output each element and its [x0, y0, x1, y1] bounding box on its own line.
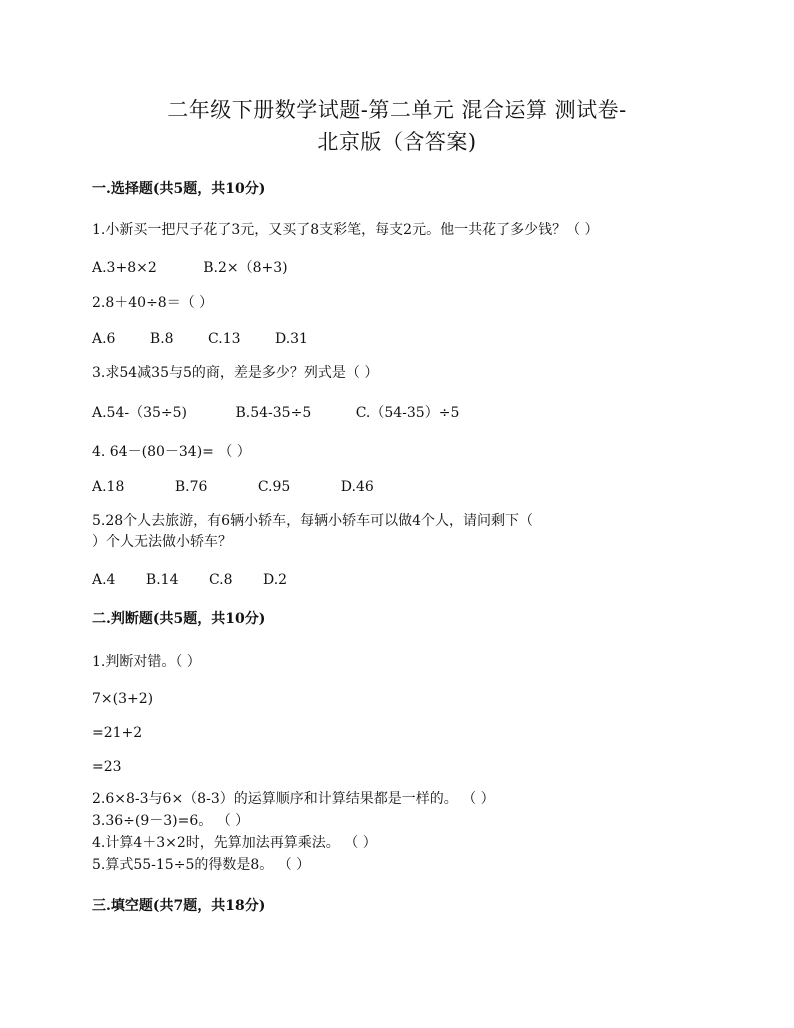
option-a: A.3+8×2: [92, 260, 157, 276]
question-options: [92, 330, 308, 348]
judge-line: 5.算式55-15÷5的得数是8。 （ ）: [92, 857, 311, 873]
section-heading-choice: 一.选择题(共5题，共10分): [92, 181, 266, 197]
judge-line: =21+2: [92, 725, 143, 741]
option-a: A.18: [92, 479, 125, 495]
option-b: B.54-35÷5: [235, 405, 312, 421]
option-d: D.31: [274, 331, 308, 347]
judge-line: 1.判断对错。（ ）: [92, 654, 201, 670]
document-title-line-2: 北京版（含答案): [317, 130, 477, 154]
option-c: C.8: [208, 572, 233, 588]
option-b: B.2×（8+3): [203, 260, 288, 276]
option-a: A.54-（35÷5): [92, 405, 188, 421]
judge-line: 3.36÷(9－3)=6。 （ ）: [92, 813, 250, 829]
question-text: 4. 64－(80－34)= （ ）: [92, 444, 251, 460]
judge-line: 2.6×8-3与6×（8-3）的运算顺序和计算结果都是一样的。 （ ）: [92, 791, 495, 807]
question-options: [92, 404, 459, 422]
option-b: B.8: [149, 331, 174, 347]
option-c: C.13: [208, 331, 241, 347]
option-a: A.4: [92, 572, 116, 588]
option-a: A.6: [92, 331, 116, 347]
section-heading-fill: 三.填空题(共7题，共18分): [92, 898, 266, 914]
question-text-line-2: ）个人无法做小轿车？: [92, 534, 232, 550]
section-heading-judge: 二.判断题(共5题，共10分): [92, 611, 266, 627]
question-text: 3.求54减35与5的商，差是多少？列式是（ ）: [92, 365, 379, 381]
question-options: [92, 259, 288, 277]
question-text: 1.小新买一把尺子花了3元，又买了8支彩笔，每支2元。他一共花了多少钱？（ ）: [92, 222, 599, 238]
document-title-line-1: 二年级下册数学试题-第二单元 混合运算 测试卷-: [167, 98, 627, 122]
option-c: C.95: [257, 479, 291, 495]
question-options: [92, 478, 374, 496]
question-options: [92, 571, 287, 589]
option-b: B.14: [145, 572, 179, 588]
option-d: D.2: [262, 572, 288, 588]
option-d: D.46: [340, 479, 374, 495]
judge-line: 7×(3+2): [92, 691, 154, 707]
question-text: 2.8＋40÷8＝（ ）: [92, 295, 214, 311]
option-b: B.76: [174, 479, 208, 495]
judge-line: =23: [92, 759, 122, 775]
judge-line: 4.计算4＋3×2时，先算加法再算乘法。 （ ）: [92, 835, 377, 851]
question-text-line-1: 5.28个人去旅游，有6辆小轿车，每辆小轿车可以做4个人，请问剩下（: [92, 513, 533, 529]
option-c: C.（54-35）÷5: [355, 405, 460, 421]
